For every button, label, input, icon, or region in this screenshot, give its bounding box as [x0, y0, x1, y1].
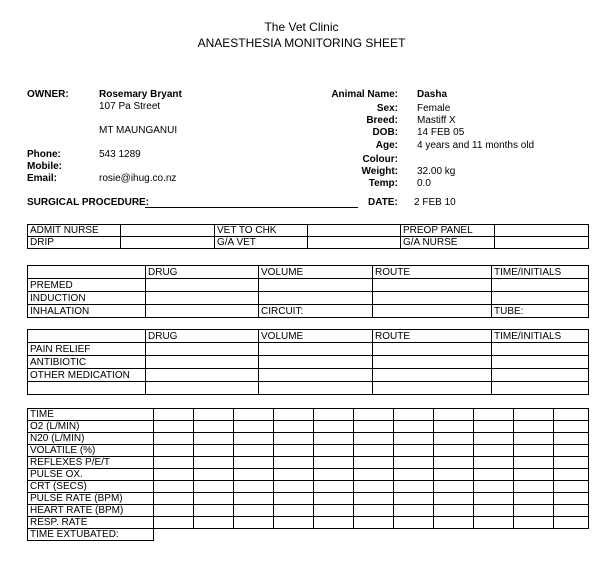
sex-label: Sex: — [376, 103, 398, 114]
table-cell[interactable] — [146, 279, 259, 292]
owner-label: OWNER: — [27, 89, 69, 100]
monitoring-cell[interactable] — [234, 457, 274, 469]
blank-medication-label — [28, 382, 146, 395]
monitoring-cell[interactable] — [434, 421, 474, 433]
email-value: rosie@ihug.co.nz — [99, 173, 177, 184]
vet-to-chk-label: VET TO CHK — [215, 225, 308, 237]
premed-label: PREMED — [28, 279, 146, 292]
monitoring-cell[interactable] — [474, 457, 514, 469]
dob-value: 14 FEB 05 — [417, 127, 465, 138]
monitoring-cell[interactable] — [514, 457, 554, 469]
monitoring-row — [28, 493, 589, 505]
monitoring-cell[interactable] — [434, 457, 474, 469]
monitoring-cell[interactable] — [394, 517, 434, 529]
induction-label: INDUCTION — [28, 292, 146, 305]
temp-label: Temp: — [368, 178, 398, 189]
table-cell[interactable] — [146, 343, 259, 356]
monitoring-cell[interactable] — [514, 445, 554, 457]
monitoring-cell[interactable] — [434, 469, 474, 481]
monitoring-row-label: PULSE RATE (BPM) — [28, 493, 154, 505]
monitoring-cell[interactable] — [234, 433, 274, 445]
table-cell[interactable] — [373, 382, 492, 395]
anaesthetic-drug-table — [27, 265, 589, 318]
owner-town: MT MAUNGANUI — [99, 125, 178, 136]
other-medication-label: OTHER MEDICATION — [28, 369, 146, 382]
monitoring-row-label: N20 (L/MIN) — [28, 433, 154, 445]
monitoring-cell[interactable] — [274, 493, 314, 505]
vet-to-chk-cell[interactable] — [308, 225, 401, 237]
ga-nurse-cell[interactable] — [495, 237, 589, 249]
sex-value: Female — [417, 103, 451, 114]
phone-value: 543 1289 — [99, 149, 141, 160]
monitoring-cell[interactable] — [194, 505, 234, 517]
table-cell[interactable] — [373, 356, 492, 369]
monitoring-cell[interactable] — [274, 505, 314, 517]
pain-relief-label: PAIN RELIEF — [28, 343, 146, 356]
phone-label: Phone: — [27, 149, 61, 160]
monitoring-cell[interactable] — [474, 421, 514, 433]
weight-label: Weight: — [361, 166, 398, 177]
table-cell[interactable] — [259, 356, 373, 369]
time-extubated-label: TIME EXTUBATED: — [28, 529, 154, 541]
monitoring-cell[interactable] — [274, 421, 314, 433]
monitoring-cell[interactable] — [274, 457, 314, 469]
monitoring-cell[interactable] — [234, 493, 274, 505]
monitoring-cell[interactable] — [354, 445, 394, 457]
monitoring-cell[interactable] — [154, 433, 194, 445]
monitoring-cell[interactable] — [514, 481, 554, 493]
monitoring-cell[interactable] — [234, 505, 274, 517]
table-cell[interactable] — [492, 369, 589, 382]
table-cell[interactable] — [146, 356, 259, 369]
monitoring-cell[interactable] — [314, 505, 354, 517]
monitoring-cell[interactable] — [554, 493, 589, 505]
table-cell[interactable] — [146, 292, 259, 305]
monitoring-cell[interactable] — [314, 517, 354, 529]
monitoring-cell[interactable] — [354, 481, 394, 493]
monitoring-row-label: HEART RATE (BPM) — [28, 505, 154, 517]
date-label: DATE: — [368, 197, 398, 208]
monitoring-cell[interactable] — [394, 493, 434, 505]
monitoring-cell[interactable] — [154, 457, 194, 469]
monitoring-cell[interactable] — [234, 517, 274, 529]
email-label: Email: — [27, 173, 58, 184]
monitoring-cell[interactable] — [354, 493, 394, 505]
admit-nurse-cell[interactable] — [121, 225, 215, 237]
table-cell[interactable] — [373, 369, 492, 382]
breed-label: Breed: — [366, 115, 398, 126]
monitoring-cell[interactable] — [194, 481, 234, 493]
monitoring-cell[interactable] — [354, 457, 394, 469]
procedure-label: SURGICAL PROCEDURE: — [27, 197, 150, 208]
monitoring-row-label: VOLATILE (%) — [28, 445, 154, 457]
monitoring-row — [28, 457, 589, 469]
table-cell[interactable] — [492, 343, 589, 356]
monitoring-cell[interactable] — [234, 421, 274, 433]
monitoring-cell[interactable] — [514, 421, 554, 433]
table-cell[interactable] — [259, 343, 373, 356]
monitoring-cell[interactable] — [434, 445, 474, 457]
monitoring-cell[interactable] — [474, 445, 514, 457]
monitoring-cell[interactable] — [514, 433, 554, 445]
monitoring-cell[interactable] — [514, 493, 554, 505]
monitoring-cell[interactable] — [154, 445, 194, 457]
monitoring-cell[interactable] — [434, 517, 474, 529]
monitoring-cell[interactable] — [154, 517, 194, 529]
owner-name: Rosemary Bryant — [99, 89, 182, 100]
breed-value: Mastiff X — [417, 115, 456, 126]
monitoring-cell[interactable] — [194, 421, 234, 433]
monitoring-cell[interactable] — [434, 493, 474, 505]
table-cell[interactable] — [259, 369, 373, 382]
table-cell[interactable] — [492, 382, 589, 395]
monitoring-cell[interactable] — [394, 445, 434, 457]
monitoring-cell[interactable] — [194, 409, 234, 421]
extubated-row — [28, 529, 589, 541]
monitoring-row-label: RESP. RATE — [28, 517, 154, 529]
drug-header: DRUG — [146, 266, 259, 279]
monitoring-row — [28, 469, 589, 481]
owner-street: 107 Pa Street — [99, 101, 161, 112]
time-initials-header: TIME/INITIALS — [492, 330, 589, 343]
table-cell[interactable] — [259, 279, 373, 292]
monitoring-row — [28, 481, 589, 493]
drug-header: DRUG — [146, 330, 259, 343]
table-cell[interactable] — [259, 382, 373, 395]
monitoring-row — [28, 433, 589, 445]
monitoring-cell[interactable] — [474, 517, 514, 529]
monitoring-row-label: CRT (SECS) — [28, 481, 154, 493]
mobile-label: Mobile: — [27, 161, 62, 172]
age-value: 4 years and 11 months old — [417, 140, 535, 151]
route-header: ROUTE — [373, 330, 492, 343]
monitoring-cell[interactable] — [234, 409, 274, 421]
monitoring-row-label: PULSE OX. — [28, 469, 154, 481]
monitoring-cell[interactable] — [234, 445, 274, 457]
monitoring-cell[interactable] — [314, 481, 354, 493]
monitoring-cell[interactable] — [554, 469, 589, 481]
inhalation-label: INHALATION — [28, 305, 146, 318]
monitoring-cell[interactable] — [554, 433, 589, 445]
monitoring-cell[interactable] — [314, 493, 354, 505]
med-header-blank — [28, 330, 146, 343]
age-label: Age: — [375, 140, 398, 151]
monitoring-cell[interactable] — [394, 469, 434, 481]
time-extubated-cell[interactable] — [154, 529, 589, 541]
monitoring-row-label: O2 (L/MIN) — [28, 421, 154, 433]
table-cell[interactable] — [492, 356, 589, 369]
circuit-label: CIRCUIT: — [259, 305, 373, 318]
monitoring-cell[interactable] — [394, 421, 434, 433]
drip-cell[interactable] — [121, 237, 215, 249]
monitoring-cell[interactable] — [434, 481, 474, 493]
monitoring-cell[interactable] — [554, 505, 589, 517]
monitoring-cell[interactable] — [314, 469, 354, 481]
monitoring-cell[interactable] — [154, 481, 194, 493]
monitoring-cell[interactable] — [554, 409, 589, 421]
ga-nurse-label: G/A NURSE — [401, 237, 495, 249]
monitoring-row-label: TIME — [28, 409, 154, 421]
monitoring-row — [28, 517, 589, 529]
monitoring-cell[interactable] — [354, 409, 394, 421]
monitoring-cell[interactable] — [554, 517, 589, 529]
monitoring-cell[interactable] — [194, 517, 234, 529]
monitoring-cell[interactable] — [314, 409, 354, 421]
dob-label: DOB: — [372, 127, 398, 138]
monitoring-cell[interactable] — [194, 469, 234, 481]
monitoring-cell[interactable] — [394, 409, 434, 421]
table-cell[interactable] — [373, 279, 492, 292]
antibiotic-label: ANTIBIOTIC — [28, 356, 146, 369]
admit-nurse-label: ADMIT NURSE — [28, 225, 121, 237]
table-cell[interactable] — [146, 369, 259, 382]
monitoring-cell[interactable] — [274, 481, 314, 493]
route-header: ROUTE — [373, 266, 492, 279]
monitoring-cell[interactable] — [394, 433, 434, 445]
monitoring-row — [28, 505, 589, 517]
ga-vet-label: G/A VET — [215, 237, 308, 249]
monitoring-cell[interactable] — [154, 493, 194, 505]
weight-value: 32.00 kg — [417, 166, 456, 177]
ga-vet-cell[interactable] — [308, 237, 401, 249]
monitoring-cell[interactable] — [194, 457, 234, 469]
table-cell[interactable] — [146, 382, 259, 395]
monitoring-row — [28, 409, 589, 421]
monitoring-row — [28, 421, 589, 433]
table-cell[interactable] — [259, 292, 373, 305]
monitoring-cell[interactable] — [354, 421, 394, 433]
monitoring-cell[interactable] — [194, 493, 234, 505]
medication-table — [27, 329, 589, 395]
monitoring-cell[interactable] — [234, 469, 274, 481]
animal-name-label: Animal Name: — [331, 89, 398, 100]
drip-label: DRIP — [28, 237, 121, 249]
monitoring-cell[interactable] — [514, 469, 554, 481]
date-value: 2 FEB 10 — [414, 197, 456, 208]
monitoring-cell[interactable] — [314, 445, 354, 457]
monitoring-cell[interactable] — [274, 469, 314, 481]
monitoring-cell[interactable] — [154, 505, 194, 517]
monitoring-cell[interactable] — [154, 469, 194, 481]
table-cell[interactable] — [373, 292, 492, 305]
monitoring-cell[interactable] — [354, 505, 394, 517]
monitoring-cell[interactable] — [154, 421, 194, 433]
monitoring-cell[interactable] — [274, 517, 314, 529]
volume-header: VOLUME — [259, 330, 373, 343]
monitoring-cell[interactable] — [474, 469, 514, 481]
table-cell[interactable] — [373, 343, 492, 356]
monitoring-cell[interactable] — [354, 433, 394, 445]
clinic-name: The Vet Clinic — [264, 20, 339, 34]
monitoring-cell[interactable] — [554, 457, 589, 469]
monitoring-cell[interactable] — [354, 469, 394, 481]
table-cell[interactable] — [492, 279, 589, 292]
monitoring-cell[interactable] — [514, 517, 554, 529]
monitoring-cell[interactable] — [474, 505, 514, 517]
monitoring-cell[interactable] — [474, 493, 514, 505]
procedure-underline[interactable] — [145, 207, 358, 208]
staff-table — [27, 224, 589, 249]
monitoring-cell[interactable] — [514, 409, 554, 421]
monitoring-cell[interactable] — [274, 445, 314, 457]
monitoring-cell[interactable] — [194, 433, 234, 445]
drug-header-blank — [28, 266, 146, 279]
monitoring-cell[interactable] — [514, 505, 554, 517]
volume-header: VOLUME — [259, 266, 373, 279]
preop-panel-cell[interactable] — [495, 225, 589, 237]
table-cell[interactable] — [373, 305, 492, 318]
time-initials-header: TIME/INITIALS — [492, 266, 589, 279]
colour-label: Colour: — [362, 154, 398, 165]
sheet-title: ANAESTHESIA MONITORING SHEET — [197, 36, 406, 50]
monitoring-cell[interactable] — [274, 433, 314, 445]
monitoring-cell[interactable] — [194, 445, 234, 457]
table-cell[interactable] — [492, 292, 589, 305]
monitoring-grid — [27, 408, 589, 541]
monitoring-cell[interactable] — [554, 481, 589, 493]
monitoring-cell[interactable] — [434, 433, 474, 445]
monitoring-cell[interactable] — [234, 481, 274, 493]
tube-label: TUBE: — [492, 305, 589, 318]
monitoring-cell[interactable] — [394, 505, 434, 517]
table-cell[interactable] — [146, 305, 259, 318]
monitoring-cell[interactable] — [434, 409, 474, 421]
preop-panel-label: PREOP PANEL — [401, 225, 495, 237]
monitoring-cell[interactable] — [474, 433, 514, 445]
monitoring-cell[interactable] — [314, 457, 354, 469]
monitoring-cell[interactable] — [274, 409, 314, 421]
monitoring-cell[interactable] — [154, 409, 194, 421]
monitoring-cell[interactable] — [554, 421, 589, 433]
monitoring-row — [28, 445, 589, 457]
monitoring-cell[interactable] — [314, 433, 354, 445]
monitoring-row-label: REFLEXES P/E/T — [28, 457, 154, 469]
monitoring-cell[interactable] — [394, 457, 434, 469]
monitoring-cell[interactable] — [474, 409, 514, 421]
monitoring-cell[interactable] — [434, 505, 474, 517]
temp-value: 0.0 — [417, 178, 431, 189]
monitoring-cell[interactable] — [554, 445, 589, 457]
monitoring-cell[interactable] — [394, 481, 434, 493]
monitoring-cell[interactable] — [354, 517, 394, 529]
animal-name: Dasha — [417, 89, 448, 100]
monitoring-cell[interactable] — [314, 421, 354, 433]
monitoring-cell[interactable] — [474, 481, 514, 493]
